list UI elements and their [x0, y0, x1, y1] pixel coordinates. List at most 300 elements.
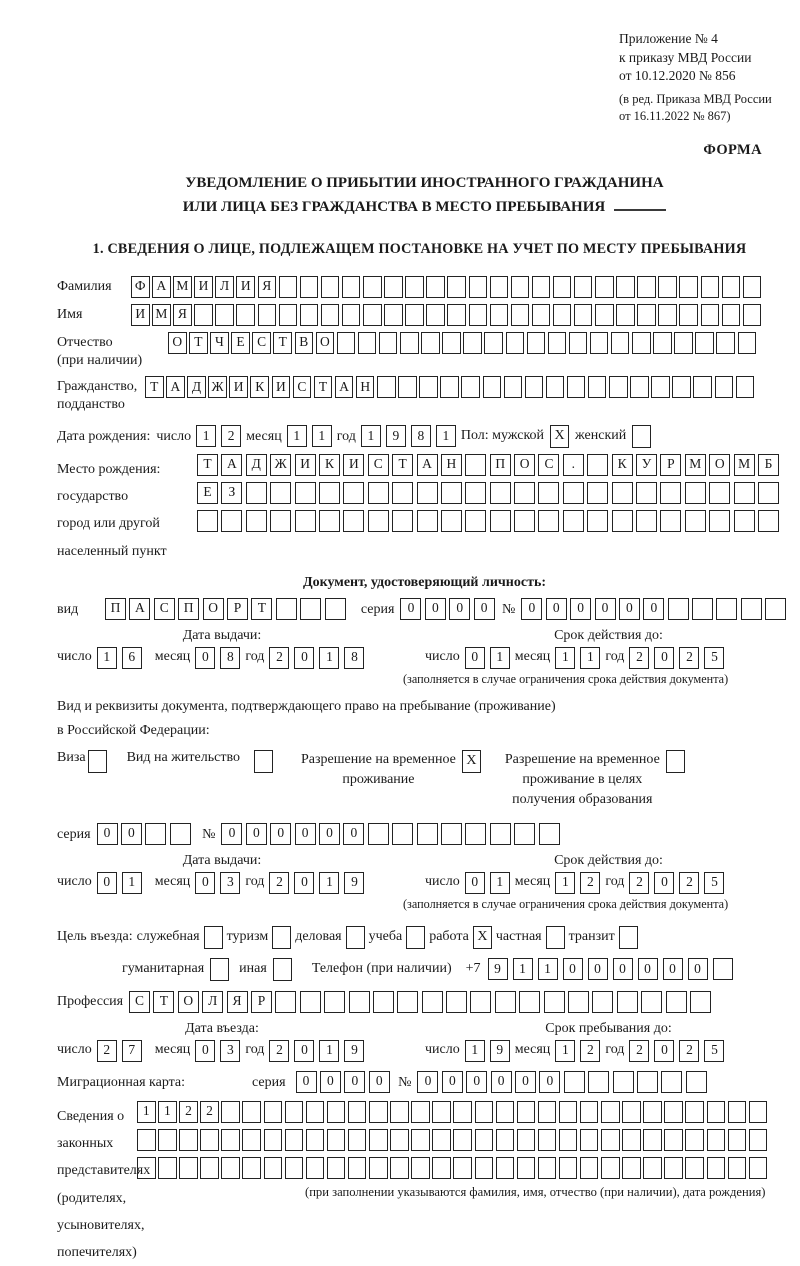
char-box[interactable]: 2	[580, 872, 600, 894]
char-box[interactable]	[527, 332, 546, 354]
purpose-study-checkbox[interactable]	[406, 926, 425, 949]
expiry-month-input[interactable]	[555, 647, 605, 669]
stay-year-input[interactable]	[629, 1040, 729, 1062]
char-box[interactable]	[363, 276, 382, 298]
char-box[interactable]: 0	[515, 1071, 536, 1093]
char-box[interactable]	[221, 1157, 240, 1179]
visa-checkbox[interactable]	[88, 750, 107, 773]
char-box[interactable]: 0	[688, 958, 708, 980]
birth-year-input[interactable]	[361, 425, 461, 447]
char-box[interactable]	[453, 1157, 472, 1179]
char-box[interactable]: 0	[570, 598, 591, 620]
char-box[interactable]	[519, 991, 540, 1013]
char-box[interactable]	[342, 304, 361, 326]
char-box[interactable]	[567, 376, 586, 398]
legal-reps-line1-input[interactable]	[137, 1101, 770, 1123]
issue-day-input[interactable]	[97, 872, 147, 894]
char-box[interactable]: .	[563, 454, 584, 476]
char-box[interactable]	[574, 304, 593, 326]
char-box[interactable]	[538, 1129, 557, 1151]
char-box[interactable]	[664, 1101, 683, 1123]
char-box[interactable]	[496, 1157, 515, 1179]
char-box[interactable]	[749, 1157, 768, 1179]
char-box[interactable]	[490, 510, 511, 532]
char-box[interactable]: 1	[361, 425, 381, 447]
char-box[interactable]	[553, 276, 572, 298]
char-box[interactable]: 0	[294, 872, 314, 894]
char-box[interactable]	[242, 1157, 261, 1179]
char-box[interactable]	[504, 376, 523, 398]
char-box[interactable]: Р	[251, 991, 272, 1013]
char-box[interactable]	[306, 1129, 325, 1151]
char-box[interactable]	[559, 1157, 578, 1179]
birthplace-line1-input[interactable]	[197, 454, 782, 476]
char-box[interactable]	[379, 332, 398, 354]
char-box[interactable]	[538, 1157, 557, 1179]
char-box[interactable]	[279, 276, 298, 298]
char-box[interactable]	[432, 1157, 451, 1179]
char-box[interactable]: А	[152, 276, 171, 298]
char-box[interactable]: 7	[122, 1040, 142, 1062]
char-box[interactable]: 1	[122, 872, 142, 894]
char-box[interactable]	[442, 332, 461, 354]
char-box[interactable]: 9	[386, 425, 406, 447]
issue-month-input[interactable]	[195, 647, 245, 669]
purpose-other-checkbox[interactable]	[273, 958, 292, 981]
char-box[interactable]	[411, 1157, 430, 1179]
char-box[interactable]	[369, 1101, 388, 1123]
char-box[interactable]	[637, 1071, 658, 1093]
gender-male-checkbox[interactable]: X	[550, 425, 569, 448]
char-box[interactable]	[595, 276, 614, 298]
char-box[interactable]: М	[152, 304, 171, 326]
char-box[interactable]: Ч	[210, 332, 229, 354]
char-box[interactable]: 2	[269, 1040, 289, 1062]
char-box[interactable]	[574, 276, 593, 298]
char-box[interactable]: Е	[197, 482, 218, 504]
char-box[interactable]: 0	[539, 1071, 560, 1093]
phone-input[interactable]	[488, 958, 738, 980]
char-box[interactable]	[463, 332, 482, 354]
char-box[interactable]: 0	[320, 1071, 341, 1093]
char-box[interactable]	[417, 482, 438, 504]
char-box[interactable]	[514, 482, 535, 504]
char-box[interactable]: И	[236, 276, 255, 298]
char-box[interactable]: 2	[679, 872, 699, 894]
char-box[interactable]	[539, 823, 560, 845]
char-box[interactable]	[419, 376, 438, 398]
char-box[interactable]: 8	[411, 425, 431, 447]
char-box[interactable]: П	[105, 598, 126, 620]
char-box[interactable]	[736, 376, 755, 398]
purpose-tourism-checkbox[interactable]	[272, 926, 291, 949]
birthplace-line2-input[interactable]	[197, 482, 782, 504]
char-box[interactable]: Т	[153, 991, 174, 1013]
char-box[interactable]	[483, 376, 502, 398]
char-box[interactable]	[525, 376, 544, 398]
char-box[interactable]: Л	[202, 991, 223, 1013]
char-box[interactable]: А	[417, 454, 438, 476]
char-box[interactable]	[546, 376, 565, 398]
char-box[interactable]: 0	[195, 647, 215, 669]
char-box[interactable]	[490, 482, 511, 504]
char-box[interactable]	[432, 1101, 451, 1123]
char-box[interactable]	[643, 1157, 662, 1179]
char-box[interactable]	[588, 376, 607, 398]
char-box[interactable]: А	[166, 376, 185, 398]
char-box[interactable]	[384, 276, 403, 298]
char-box[interactable]	[285, 1101, 304, 1123]
char-box[interactable]	[453, 1101, 472, 1123]
char-box[interactable]	[568, 991, 589, 1013]
char-box[interactable]	[716, 598, 737, 620]
char-box[interactable]	[601, 1101, 620, 1123]
doc-series-input[interactable]	[400, 598, 498, 620]
char-box[interactable]	[447, 276, 466, 298]
char-box[interactable]: 0	[294, 1040, 314, 1062]
char-box[interactable]	[622, 1157, 641, 1179]
char-box[interactable]: 1	[287, 425, 307, 447]
legal-reps-line2-input[interactable]	[137, 1129, 770, 1151]
char-box[interactable]	[728, 1129, 747, 1151]
char-box[interactable]	[612, 482, 633, 504]
char-box[interactable]: 0	[294, 647, 314, 669]
char-box[interactable]	[517, 1101, 536, 1123]
char-box[interactable]: 1	[465, 1040, 485, 1062]
char-box[interactable]	[270, 510, 291, 532]
char-box[interactable]	[285, 1129, 304, 1151]
birth-day-input[interactable]	[196, 425, 246, 447]
char-box[interactable]: 2	[179, 1101, 198, 1123]
char-box[interactable]	[446, 991, 467, 1013]
char-box[interactable]: 0	[425, 598, 446, 620]
char-box[interactable]	[411, 1101, 430, 1123]
char-box[interactable]	[722, 276, 741, 298]
char-box[interactable]	[695, 332, 714, 354]
char-box[interactable]: О	[316, 332, 335, 354]
char-box[interactable]: 0	[295, 823, 316, 845]
char-box[interactable]	[643, 1129, 662, 1151]
expiry-month-input[interactable]	[555, 872, 605, 894]
char-box[interactable]: 0	[654, 1040, 674, 1062]
char-box[interactable]	[421, 332, 440, 354]
char-box[interactable]	[743, 304, 762, 326]
char-box[interactable]	[563, 510, 584, 532]
purpose-work-checkbox[interactable]: X	[473, 926, 492, 949]
char-box[interactable]	[475, 1101, 494, 1123]
char-box[interactable]	[300, 276, 319, 298]
char-box[interactable]: 1	[319, 1040, 339, 1062]
char-box[interactable]	[411, 1129, 430, 1151]
char-box[interactable]	[368, 510, 389, 532]
char-box[interactable]	[496, 1101, 515, 1123]
char-box[interactable]	[441, 482, 462, 504]
char-box[interactable]	[469, 276, 488, 298]
char-box[interactable]	[197, 510, 218, 532]
char-box[interactable]	[400, 332, 419, 354]
char-box[interactable]	[722, 304, 741, 326]
char-box[interactable]: 3	[220, 1040, 240, 1062]
char-box[interactable]: Т	[197, 454, 218, 476]
char-box[interactable]: С	[293, 376, 312, 398]
char-box[interactable]	[538, 482, 559, 504]
char-box[interactable]	[405, 304, 424, 326]
doc-kind-input[interactable]	[105, 598, 349, 620]
char-box[interactable]	[685, 1157, 704, 1179]
char-box[interactable]: 2	[679, 1040, 699, 1062]
char-box[interactable]	[348, 1157, 367, 1179]
char-box[interactable]: 9	[488, 958, 508, 980]
char-box[interactable]: О	[514, 454, 535, 476]
char-box[interactable]	[559, 1101, 578, 1123]
char-box[interactable]	[495, 991, 516, 1013]
char-box[interactable]: 2	[629, 647, 649, 669]
char-box[interactable]	[426, 276, 445, 298]
char-box[interactable]: 0	[654, 872, 674, 894]
char-box[interactable]	[622, 1129, 641, 1151]
char-box[interactable]: Н	[441, 454, 462, 476]
char-box[interactable]: Е	[231, 332, 250, 354]
char-box[interactable]	[343, 482, 364, 504]
char-box[interactable]: 0	[465, 872, 485, 894]
char-box[interactable]	[300, 991, 321, 1013]
char-box[interactable]: М	[173, 276, 192, 298]
char-box[interactable]	[453, 1129, 472, 1151]
purpose-private-checkbox[interactable]	[546, 926, 565, 949]
char-box[interactable]	[637, 304, 656, 326]
char-box[interactable]: 2	[679, 647, 699, 669]
char-box[interactable]: О	[709, 454, 730, 476]
char-box[interactable]	[145, 823, 166, 845]
char-box[interactable]	[651, 376, 670, 398]
char-box[interactable]: Л	[215, 276, 234, 298]
residence-series-input[interactable]	[97, 823, 195, 845]
char-box[interactable]	[758, 482, 779, 504]
char-box[interactable]: 0	[270, 823, 291, 845]
char-box[interactable]: Д	[187, 376, 206, 398]
char-box[interactable]	[713, 958, 733, 980]
char-box[interactable]	[590, 332, 609, 354]
char-box[interactable]	[475, 1129, 494, 1151]
char-box[interactable]	[636, 510, 657, 532]
char-box[interactable]: 0	[663, 958, 683, 980]
char-box[interactable]	[470, 991, 491, 1013]
char-box[interactable]: 1	[555, 872, 575, 894]
char-box[interactable]	[666, 991, 687, 1013]
char-box[interactable]: В	[295, 332, 314, 354]
char-box[interactable]	[569, 332, 588, 354]
char-box[interactable]: 2	[97, 1040, 117, 1062]
char-box[interactable]	[441, 823, 462, 845]
char-box[interactable]	[672, 376, 691, 398]
char-box[interactable]: 0	[638, 958, 658, 980]
char-box[interactable]	[580, 1157, 599, 1179]
char-box[interactable]: 2	[221, 425, 241, 447]
char-box[interactable]: 2	[629, 1040, 649, 1062]
char-box[interactable]	[743, 276, 762, 298]
char-box[interactable]	[490, 276, 509, 298]
char-box[interactable]	[461, 376, 480, 398]
surname-input[interactable]	[131, 276, 764, 298]
char-box[interactable]	[514, 823, 535, 845]
char-box[interactable]	[264, 1129, 283, 1151]
char-box[interactable]	[319, 510, 340, 532]
char-box[interactable]	[734, 482, 755, 504]
char-box[interactable]	[517, 1129, 536, 1151]
char-box[interactable]: С	[252, 332, 271, 354]
char-box[interactable]: 9	[490, 1040, 510, 1062]
char-box[interactable]	[465, 482, 486, 504]
char-box[interactable]	[440, 376, 459, 398]
issue-month-input[interactable]	[195, 872, 245, 894]
char-box[interactable]	[709, 482, 730, 504]
char-box[interactable]	[242, 1101, 261, 1123]
issue-day-input[interactable]	[97, 647, 147, 669]
char-box[interactable]	[592, 991, 613, 1013]
expiry-day-input[interactable]	[465, 872, 515, 894]
char-box[interactable]	[285, 1157, 304, 1179]
char-box[interactable]	[295, 482, 316, 504]
char-box[interactable]	[422, 991, 443, 1013]
char-box[interactable]	[658, 304, 677, 326]
char-box[interactable]	[447, 304, 466, 326]
char-box[interactable]: 0	[613, 958, 633, 980]
char-box[interactable]: 0	[400, 598, 421, 620]
char-box[interactable]	[658, 276, 677, 298]
char-box[interactable]	[511, 276, 530, 298]
char-box[interactable]	[321, 276, 340, 298]
char-box[interactable]	[348, 1101, 367, 1123]
char-box[interactable]: 1	[137, 1101, 156, 1123]
stay-day-input[interactable]	[465, 1040, 515, 1062]
char-box[interactable]	[679, 276, 698, 298]
purpose-official-checkbox[interactable]	[204, 926, 223, 949]
char-box[interactable]	[637, 276, 656, 298]
char-box[interactable]	[465, 454, 486, 476]
char-box[interactable]	[707, 1157, 726, 1179]
char-box[interactable]: А	[221, 454, 242, 476]
char-box[interactable]	[327, 1101, 346, 1123]
char-box[interactable]: 0	[296, 1071, 317, 1093]
char-box[interactable]	[246, 482, 267, 504]
char-box[interactable]	[392, 510, 413, 532]
char-box[interactable]	[630, 376, 649, 398]
char-box[interactable]: Т	[392, 454, 413, 476]
migration-series-input[interactable]	[296, 1071, 394, 1093]
char-box[interactable]	[337, 332, 356, 354]
char-box[interactable]	[390, 1129, 409, 1151]
char-box[interactable]: 1	[196, 425, 216, 447]
char-box[interactable]	[373, 991, 394, 1013]
char-box[interactable]	[716, 332, 735, 354]
char-box[interactable]	[612, 510, 633, 532]
char-box[interactable]: 0	[595, 598, 616, 620]
char-box[interactable]	[236, 304, 255, 326]
char-box[interactable]	[749, 1101, 768, 1123]
char-box[interactable]: 0	[319, 823, 340, 845]
char-box[interactable]: 1	[555, 647, 575, 669]
char-box[interactable]	[426, 304, 445, 326]
char-box[interactable]	[137, 1157, 156, 1179]
char-box[interactable]: И	[131, 304, 150, 326]
char-box[interactable]: И	[194, 276, 213, 298]
char-box[interactable]: И	[272, 376, 291, 398]
issue-year-input[interactable]	[269, 647, 369, 669]
expiry-year-input[interactable]	[629, 647, 729, 669]
char-box[interactable]	[321, 304, 340, 326]
char-box[interactable]: 8	[344, 647, 364, 669]
char-box[interactable]	[660, 510, 681, 532]
char-box[interactable]: 1	[490, 872, 510, 894]
char-box[interactable]	[587, 510, 608, 532]
char-box[interactable]: 6	[122, 647, 142, 669]
char-box[interactable]: О	[168, 332, 187, 354]
char-box[interactable]: К	[612, 454, 633, 476]
char-box[interactable]	[532, 304, 551, 326]
migration-number-input[interactable]	[417, 1071, 710, 1093]
char-box[interactable]	[538, 510, 559, 532]
char-box[interactable]	[758, 510, 779, 532]
char-box[interactable]	[276, 598, 297, 620]
char-box[interactable]: 0	[442, 1071, 463, 1093]
char-box[interactable]	[377, 376, 396, 398]
char-box[interactable]: С	[154, 598, 175, 620]
char-box[interactable]	[490, 823, 511, 845]
char-box[interactable]	[327, 1129, 346, 1151]
char-box[interactable]: 0	[97, 823, 118, 845]
char-box[interactable]: Н	[356, 376, 375, 398]
char-box[interactable]: 0	[521, 598, 542, 620]
char-box[interactable]	[475, 1157, 494, 1179]
char-box[interactable]: 1	[490, 647, 510, 669]
char-box[interactable]: М	[685, 454, 706, 476]
char-box[interactable]	[679, 304, 698, 326]
char-box[interactable]: 0	[546, 598, 567, 620]
char-box[interactable]	[398, 376, 417, 398]
char-box[interactable]	[532, 276, 551, 298]
char-box[interactable]: Т	[189, 332, 208, 354]
char-box[interactable]	[258, 304, 277, 326]
char-box[interactable]	[368, 823, 389, 845]
char-box[interactable]: 2	[629, 872, 649, 894]
char-box[interactable]: 0	[121, 823, 142, 845]
char-box[interactable]	[194, 304, 213, 326]
char-box[interactable]	[384, 304, 403, 326]
char-box[interactable]: Д	[246, 454, 267, 476]
entry-year-input[interactable]	[269, 1040, 369, 1062]
purpose-humanitarian-checkbox[interactable]	[210, 958, 229, 981]
char-box[interactable]: Т	[314, 376, 333, 398]
char-box[interactable]: Т	[251, 598, 272, 620]
doc-number-input[interactable]	[521, 598, 789, 620]
char-box[interactable]: О	[203, 598, 224, 620]
char-box[interactable]	[158, 1129, 177, 1151]
char-box[interactable]	[617, 991, 638, 1013]
char-box[interactable]: 0	[474, 598, 495, 620]
char-box[interactable]: Т	[273, 332, 292, 354]
char-box[interactable]	[392, 482, 413, 504]
patronymic-input[interactable]	[168, 332, 759, 354]
char-box[interactable]	[664, 1157, 683, 1179]
char-box[interactable]	[616, 276, 635, 298]
birthplace-line3-input[interactable]	[197, 510, 782, 532]
char-box[interactable]	[668, 598, 689, 620]
char-box[interactable]	[514, 510, 535, 532]
char-box[interactable]	[564, 1071, 585, 1093]
char-box[interactable]	[587, 454, 608, 476]
char-box[interactable]: Ф	[131, 276, 150, 298]
char-box[interactable]	[693, 376, 712, 398]
